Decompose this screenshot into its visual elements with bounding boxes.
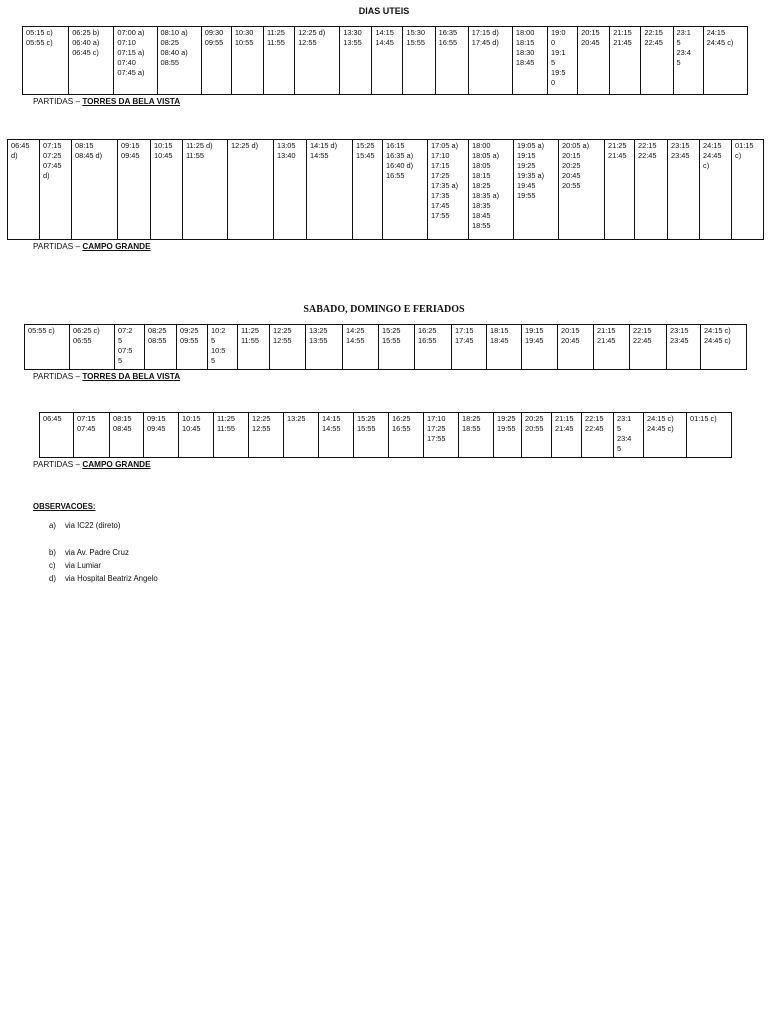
weekday-title: DIAS UTEIS — [358, 6, 410, 16]
schedule-cell: 17:15 17:45 — [452, 325, 487, 370]
schedule-cell: 11:25 11:55 — [238, 325, 270, 370]
caption-place: TORRES DA BELA VISTA — [82, 97, 181, 106]
note-key: b) — [49, 548, 56, 557]
schedule-cell: 19:0 0 19:1 5 19:5 0 — [548, 27, 578, 95]
schedule-cell: 21:15 21:45 — [610, 27, 641, 95]
note-item — [49, 548, 129, 557]
schedule-cell: 12:25 12:55 — [249, 413, 284, 458]
schedule-cell: 06:25 b) 06:40 a) 06:45 c) — [69, 27, 114, 95]
schedule-cell: 16:25 16:55 — [415, 325, 452, 370]
schedule-cell: 20:05 a) 20:15 20:25 20:45 20:55 — [559, 140, 605, 240]
schedule-cell: 09:15 09:45 — [118, 140, 151, 240]
schedule-cell: 20:25 20:55 — [522, 413, 552, 458]
note-text: via IC22 (direto) — [65, 521, 121, 530]
schedule-cell: 14:25 14:55 — [343, 325, 379, 370]
weekend-torres-table — [24, 324, 747, 370]
schedule-cell: 23:1 5 23:4 5 — [673, 27, 703, 95]
schedule-cell: 13:25 — [284, 413, 319, 458]
schedule-cell: 17:05 a) 17:10 17:15 17:25 17:35 a) 17:35 17:45 17:55 — [428, 140, 469, 240]
note-item — [49, 521, 120, 530]
caption-prefix: PARTIDAS – — [33, 97, 81, 106]
observations-title: OBSERVACOES: — [33, 502, 96, 511]
schedule-cell: 23:1 5 23:4 5 — [614, 413, 644, 458]
schedule-cell: 22:15 22:45 — [641, 27, 673, 95]
schedule-cell: 16:25 16:55 — [389, 413, 424, 458]
schedule-cell: 24:15 c) 24:45 c) — [701, 325, 747, 370]
schedule-cell: 07:2 5 07:5 5 — [115, 325, 145, 370]
schedule-cell: 07:15 07:25 07:45 d) — [40, 140, 72, 240]
schedule-cell: 23:15 23:45 — [668, 140, 700, 240]
schedule-cell: 16:15 16:35 a) 16:40 d) 16:55 — [383, 140, 428, 240]
schedule-cell: 08:25 08:55 — [145, 325, 177, 370]
caption-prefix: PARTIDAS – — [33, 460, 81, 469]
schedule-cell: 22:15 22:45 — [635, 140, 668, 240]
schedule-cell: 05:15 c) 05:55 c) — [23, 27, 69, 95]
schedule-cell: 20:15 20:45 — [558, 325, 594, 370]
schedule-cell: 07:15 07:45 — [74, 413, 110, 458]
schedule-cell: 18:00 18:15 18:30 18:45 — [512, 27, 547, 95]
schedule-cell: 18:15 18:45 — [487, 325, 522, 370]
schedule-cell: 10:30 10:55 — [231, 27, 263, 95]
schedule-cell: 21:15 21:45 — [552, 413, 582, 458]
schedule-cell: 15:25 15:55 — [379, 325, 415, 370]
schedule-cell: 17:10 17:25 17:55 — [424, 413, 459, 458]
schedule-cell: 08:15 08:45 d) — [72, 140, 118, 240]
schedule-cell: 10:2 5 10:5 5 — [208, 325, 238, 370]
weekend-torres-caption — [33, 372, 180, 381]
schedule-cell: 09:25 09:55 — [177, 325, 208, 370]
schedule-cell: 06:45 d) — [8, 140, 40, 240]
schedule-cell: 11:25 d) 11:55 — [183, 140, 228, 240]
note-text: via Av. Padre Cruz — [65, 548, 129, 557]
caption-place: TORRES DA BELA VISTA — [82, 372, 181, 381]
caption-place: CAMPO GRANDE — [82, 242, 151, 251]
schedule-cell: 15:25 15:55 — [354, 413, 389, 458]
schedule-cell: 09:30 09:55 — [201, 27, 231, 95]
schedule-cell: 24:15 24:45 c) — [703, 27, 747, 95]
schedule-cell: 14:15 14:45 — [372, 27, 403, 95]
note-key: d) — [49, 574, 56, 583]
schedule-cell: 12:25 d) — [228, 140, 274, 240]
schedule-cell: 15:25 15:45 — [353, 140, 383, 240]
note-text: via Hospital Beatriz Angelo — [65, 574, 158, 583]
schedule-cell: 05:55 c) — [25, 325, 70, 370]
schedule-cell: 19:05 a) 19:15 19:25 19:35 a) 19:45 19:55 — [514, 140, 559, 240]
schedule-cell: 24:15 24:45 c) — [700, 140, 732, 240]
weekday-campo-caption — [33, 242, 151, 251]
note-key: a) — [49, 521, 56, 530]
schedule-cell: 22:15 22:45 — [630, 325, 667, 370]
schedule-cell: 11:25 11:55 — [263, 27, 294, 95]
schedule-cell: 24:15 c) 24:45 c) — [644, 413, 687, 458]
schedule-cell: 19:25 19:55 — [494, 413, 522, 458]
weekend-campo-table — [39, 412, 732, 458]
schedule-cell: 11:25 11:55 — [214, 413, 249, 458]
weekday-torres-caption — [33, 97, 180, 106]
schedule-cell: 13:30 13:55 — [340, 27, 372, 95]
note-item — [49, 574, 158, 583]
note-item — [49, 561, 101, 570]
schedule-cell: 18:25 18:55 — [459, 413, 494, 458]
schedule-cell: 08:10 a) 08:25 08:40 a) 08:55 — [157, 27, 201, 95]
schedule-cell: 08:15 08:45 — [110, 413, 144, 458]
schedule-cell: 06:45 — [40, 413, 74, 458]
schedule-cell: 17:15 d) 17:45 d) — [468, 27, 512, 95]
weekend-title: SABADO, DOMINGO E FERIADOS — [303, 304, 465, 315]
weekday-torres-table — [22, 26, 748, 95]
schedule-cell: 18:00 18:05 a) 18:05 18:15 18:25 18:35 a) 18:35 18:45 18:55 — [469, 140, 514, 240]
schedule-cell: 10:15 10:45 — [151, 140, 183, 240]
schedule-cell: 23:15 23:45 — [667, 325, 701, 370]
schedule-cell: 01:15 c) — [732, 140, 764, 240]
caption-prefix: PARTIDAS – — [33, 372, 81, 381]
schedule-cell: 21:15 21:45 — [594, 325, 630, 370]
schedule-cell: 12:25 12:55 — [270, 325, 306, 370]
weekday-campo-table — [7, 139, 764, 240]
schedule-cell: 12:25 d) 12:55 — [295, 27, 340, 95]
schedule-cell: 13:05 13:40 — [274, 140, 307, 240]
note-text: via Lumiar — [65, 561, 101, 570]
schedule-cell: 21:25 21:45 — [605, 140, 635, 240]
schedule-cell: 13:25 13:55 — [306, 325, 343, 370]
caption-place: CAMPO GRANDE — [82, 460, 151, 469]
caption-prefix: PARTIDAS – — [33, 242, 81, 251]
schedule-cell: 01:15 c) — [687, 413, 732, 458]
weekend-campo-caption — [33, 460, 151, 469]
schedule-cell: 22:15 22:45 — [582, 413, 614, 458]
schedule-cell: 09:15 09:45 — [144, 413, 179, 458]
schedule-cell: 15:30 15:55 — [403, 27, 435, 95]
schedule-cell: 16:35 16:55 — [435, 27, 468, 95]
schedule-cell: 07:00 a) 07:10 07:15 a) 07:40 07:45 a) — [114, 27, 157, 95]
note-key: c) — [49, 561, 56, 570]
schedule-cell: 14:15 14:55 — [319, 413, 354, 458]
schedule-cell: 19:15 19:45 — [522, 325, 558, 370]
schedule-cell: 20:15 20:45 — [578, 27, 610, 95]
schedule-cell: 06:25 c) 06:55 — [70, 325, 115, 370]
schedule-cell: 10:15 10:45 — [179, 413, 214, 458]
schedule-cell: 14:15 d) 14:55 — [307, 140, 353, 240]
